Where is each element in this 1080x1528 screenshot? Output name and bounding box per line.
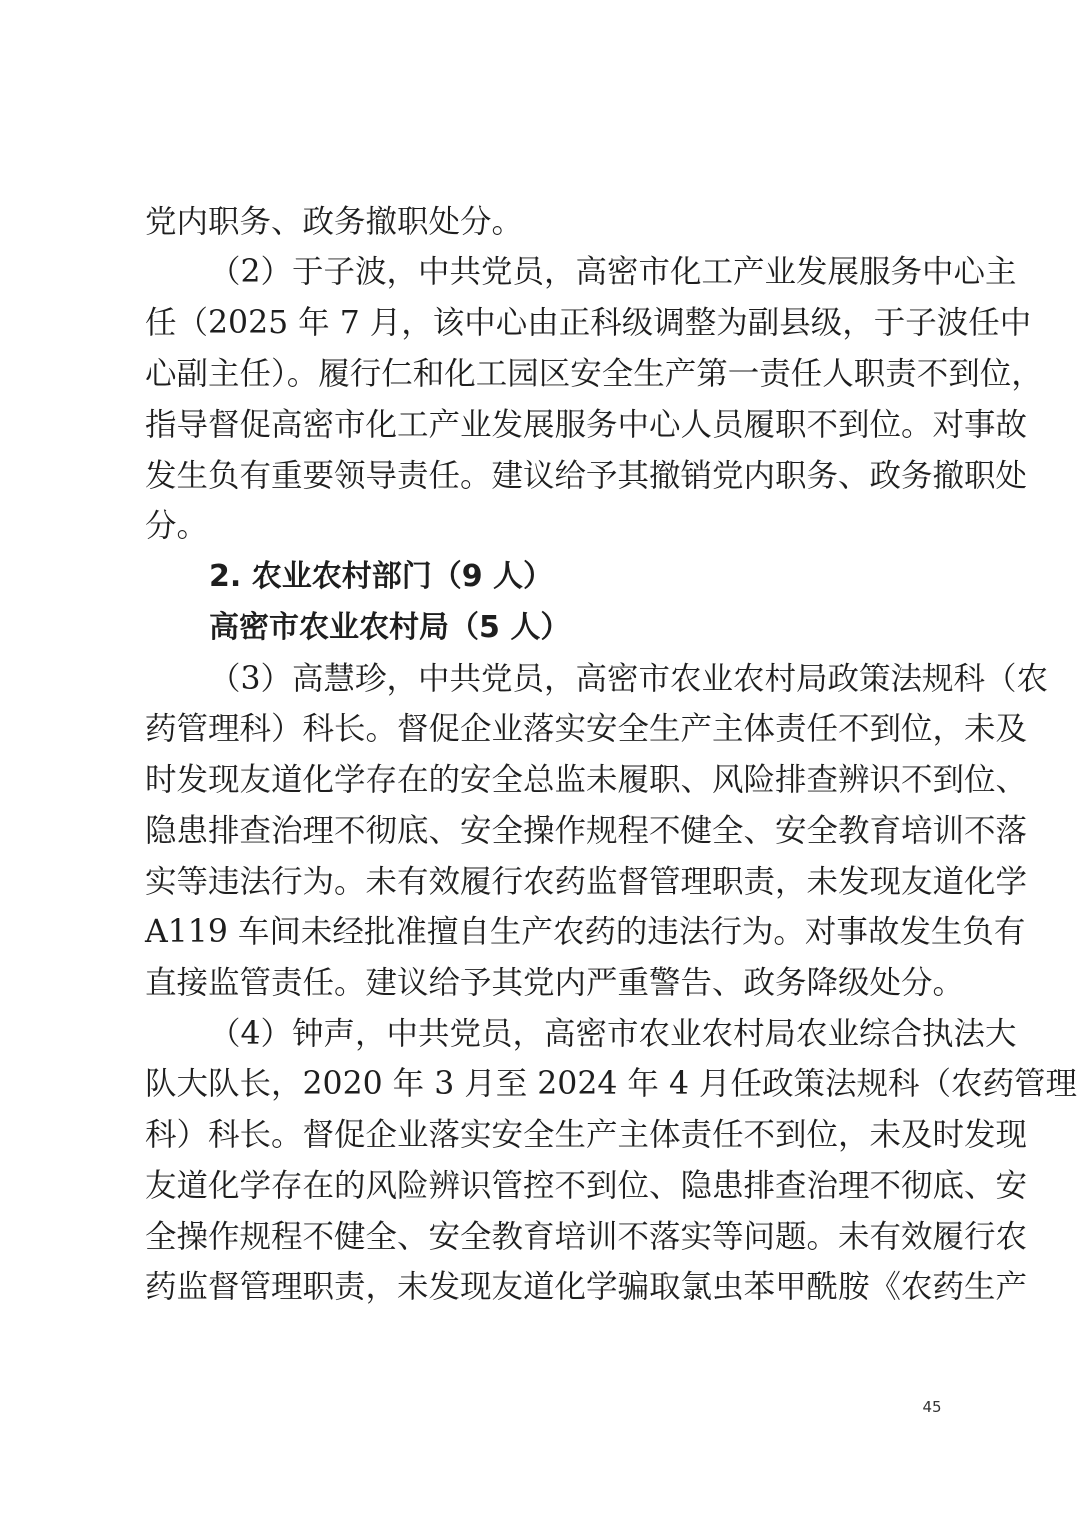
text-line: 分。 <box>145 508 209 544</box>
subsection-heading: 高密市农业农村局（5 人） <box>209 610 571 645</box>
text-line: 党内职务、政务撤职处分。 <box>145 204 524 240</box>
text-line: 队大队长，2020 年 3 月至 2024 年 4 月任政策法规科（农药管理 <box>145 1066 1078 1102</box>
text-line: A119 车间未经批准擅自生产农药的违法行为。对事故发生负有 <box>145 914 1026 950</box>
text-line: 全操作规程不健全、安全教育培训不落实等问题。未有效履行农 <box>145 1219 1028 1255</box>
text-line: （4）钟声，中共党员，高密市农业农村局农业综合执法大 <box>209 1016 1017 1052</box>
text-line: 心副主任）。履行仁和化工园区安全生产第一责任人职责不到位， <box>145 356 1043 392</box>
text-line: 任（2025 年 7 月，该中心由正科级调整为副县级，于子波任中 <box>145 305 1032 341</box>
text-line: 直接监管责任。建议给予其党内严重警告、政务降级处分。 <box>145 965 965 1001</box>
page-number: 45 <box>922 1398 942 1416</box>
text-line: （3）高慧珍，中共党员，高密市农业农村局政策法规科（农 <box>209 661 1049 697</box>
text-line: 药监督管理职责，未发现友道化学骗取氯虫苯甲酰胺《农药生产 <box>145 1269 1028 1305</box>
text-line: 指导督促高密市化工产业发展服务中心人员履职不到位。对事故 <box>145 407 1028 443</box>
text-line: 隐患排查治理不彻底、安全操作规程不健全、安全教育培训不落 <box>145 813 1028 849</box>
text-line: 科）科长。督促企业落实安全生产主体责任不到位，未及时发现 <box>145 1117 1028 1153</box>
text-line: 友道化学存在的风险辨识管控不到位、隐患排查治理不彻底、安 <box>145 1168 1028 1204</box>
text-line: 实等违法行为。未有效履行农药监督管理职责，未发现友道化学 <box>145 864 1028 900</box>
text-line: 药管理科）科长。督促企业落实安全生产主体责任不到位，未及 <box>145 711 1028 747</box>
text-line: 时发现友道化学存在的安全总监未履职、风险排查辨识不到位、 <box>145 762 1028 798</box>
section-heading: 2. 农业农村部门（9 人） <box>209 559 554 594</box>
text-line: （2）于子波，中共党员，高密市化工产业发展服务中心主 <box>209 254 1017 290</box>
text-line: 发生负有重要领导责任。建议给予其撤销党内职务、政务撤职处 <box>145 458 1028 494</box>
